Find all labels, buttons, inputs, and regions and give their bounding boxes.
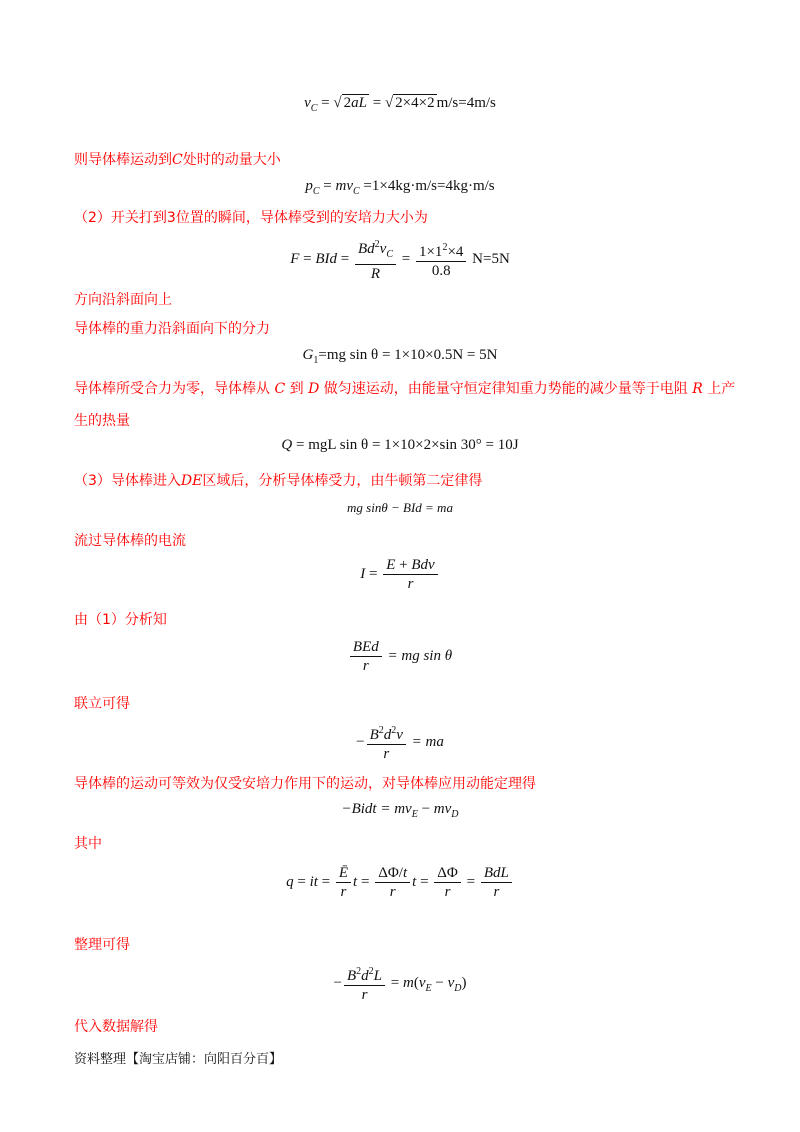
equation-current: I = $\frac{\text{E + Bdv}}{r}$ [0, 556, 800, 593]
text-from-part1: 由（1）分析知 [74, 612, 167, 628]
equation-ampere-force: F = BId = $\frac{Bd^2v_C}{R}$ = $\frac{1\times 1^2\times 4}{0.8}$ N=5N [290, 239, 510, 282]
text-gravity-component: 导体棒的重力沿斜面向下的分力 [74, 321, 270, 337]
text-where: 其中 [74, 836, 102, 852]
equation-impulse: −Bidt = $mv_E - mv_D$ [341, 801, 459, 820]
equation-charge: q = it = $\frac{Ē}{r}$ t = $\frac{\Delta\Phi/t}{r}$ t = $\frac{\Delta\Phi}{r}$ = $\frac{\text{BdL}}{r}$ [0, 864, 800, 901]
equation-pc: $p_C = mv_C =1\times 4kg\cdot m/s=4kg\cdot m/s$ [305, 178, 495, 197]
text-equivalent-motion: 导体棒的运动可等效为仅受安培力作用下的运动，对导体棒应用动能定理得 [74, 776, 536, 792]
text-energy: 导体棒所受合力为零，导体棒从 C 到 D 做匀速运动，由能量守恒定律知重力势能的减少量等于电阻 R 上产 [74, 381, 736, 397]
footer-source: 资料整理【淘宝店铺：向阳百分百】 [74, 1052, 283, 1067]
text-arrange: 整理可得 [74, 937, 130, 953]
equation-vc: $v_C$ = √ 2aL = √ 2×4×2 m/s=4m/s [304, 95, 496, 114]
text-heat: 生的热量 [74, 413, 130, 429]
equation-bed: $\frac{\text{BEd}}{r}$ = mg sin θ [0, 638, 800, 675]
text-combine: 联立可得 [74, 696, 130, 712]
text-part2: （2）开关打到3位置的瞬间，导体棒受到的安培力大小为 [74, 210, 428, 226]
equation-g1: $G_1=mg$ sin θ = 1×10×0.5N = 5N [302, 347, 498, 366]
equation-final: − $\frac{B^2d^2L}{r}$ = $m(v_E - v_D)$ [333, 966, 467, 1003]
text-substitute: 代入数据解得 [74, 1019, 158, 1035]
text-part3: （3）导体棒进入DE区域后，分析导体棒受力，由牛顿第二定律得 [74, 473, 483, 489]
text-current: 流过导体棒的电流 [74, 533, 186, 549]
equation-heat: Q = mgL sin θ = 1×10×2×sin 30° = 10J [281, 437, 519, 453]
text-momentum-intro: 则导体棒运动到C处时的动量大小 [74, 152, 281, 168]
equation-combined: − $\frac{B^2d^2v}{r}$ = ma [356, 725, 444, 762]
text-direction: 方向沿斜面向上 [74, 292, 172, 308]
equation-newton: mg sinθ − BId = ma [347, 500, 453, 515]
